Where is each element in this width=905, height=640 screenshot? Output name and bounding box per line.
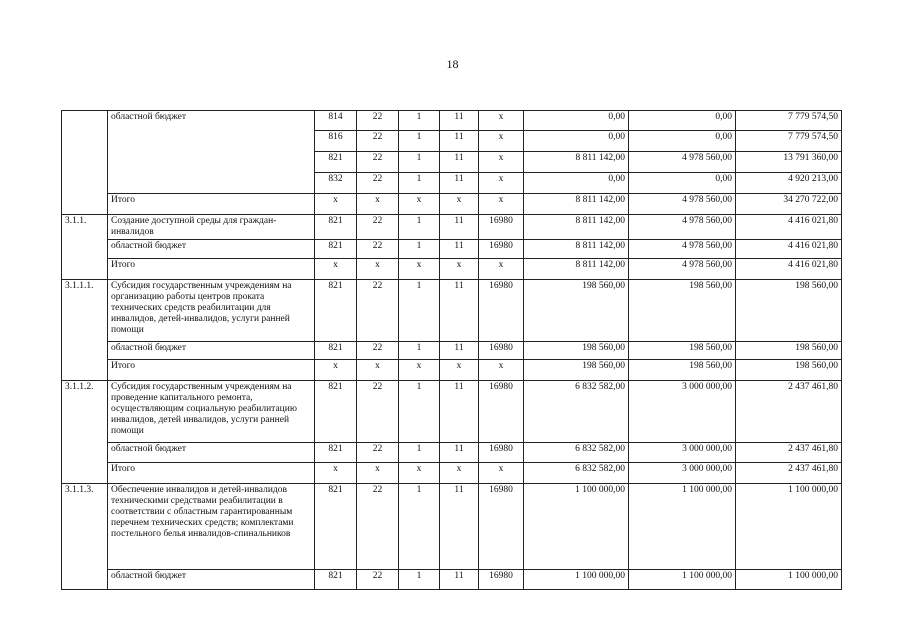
amount-year1-cell: 6 832 582,00 xyxy=(524,443,629,463)
code-section-cell: 22 xyxy=(357,111,399,131)
amount-year2-cell: 1 100 000,00 xyxy=(629,484,736,570)
code-program-cell: 11 xyxy=(440,280,479,342)
code-target-cell: x xyxy=(479,111,524,131)
code-section-cell: 22 xyxy=(357,240,399,259)
row-name-cell: областной бюджет xyxy=(108,240,315,259)
amount-year3-cell: 7 779 574,50 xyxy=(736,111,842,131)
code-target-cell: 16980 xyxy=(479,280,524,342)
row-name-cell: Субсидия государственным учреждениям на проведение капитального ремонта, осуществляющим социальную реабилитацию инвалидов, детей инвалидов, услуги ранней помощи xyxy=(108,381,315,443)
amount-year2-cell: 198 560,00 xyxy=(629,360,736,381)
code-subsection-cell: 1 xyxy=(399,111,440,131)
amount-year3-cell: 4 920 213,00 xyxy=(736,173,842,194)
code-target-cell: x xyxy=(479,173,524,194)
code-section-cell: 22 xyxy=(357,484,399,570)
code-program-cell: 11 xyxy=(440,443,479,463)
code-subsection-cell: x xyxy=(399,194,440,215)
table-row xyxy=(62,570,842,590)
amount-year1-cell: 0,00 xyxy=(524,131,629,152)
code-section-cell: 22 xyxy=(357,280,399,342)
amount-year3-cell: 1 100 000,00 xyxy=(736,484,842,570)
code-program-cell: x xyxy=(440,259,479,280)
code-program-cell: x xyxy=(440,463,479,484)
row-number-cell: 3.1.1.3. xyxy=(62,484,108,590)
row-name-cell: областной бюджет xyxy=(108,570,315,590)
table-row xyxy=(62,342,842,360)
code-subsection-cell: 1 xyxy=(399,342,440,360)
code-target-cell: x xyxy=(479,463,524,484)
code-grbs-cell: 832 xyxy=(315,173,357,194)
row-name-cell: Обеспечение инвалидов и детей-инвалидов техническими средствами реабилитации в соответствии с областным гарантированным перечнем технических средств; комплектами постельного белья инвалидов-спинальников xyxy=(108,484,315,570)
code-grbs-cell: 814 xyxy=(315,111,357,131)
code-section-cell: 22 xyxy=(357,342,399,360)
code-subsection-cell: 1 xyxy=(399,381,440,443)
amount-year2-cell: 198 560,00 xyxy=(629,280,736,342)
code-target-cell: x xyxy=(479,194,524,215)
amount-year1-cell: 8 811 142,00 xyxy=(524,194,629,215)
code-grbs-cell: x xyxy=(315,194,357,215)
row-name-cell: Итого xyxy=(108,463,315,484)
code-grbs-cell: 821 xyxy=(315,484,357,570)
amount-year1-cell: 8 811 142,00 xyxy=(524,240,629,259)
code-subsection-cell: 1 xyxy=(399,131,440,152)
code-subsection-cell: x xyxy=(399,259,440,280)
code-program-cell: 11 xyxy=(440,173,479,194)
code-section-cell: x xyxy=(357,259,399,280)
code-section-cell: 22 xyxy=(357,131,399,152)
code-subsection-cell: 1 xyxy=(399,484,440,570)
code-program-cell: 11 xyxy=(440,215,479,240)
page-number: 18 xyxy=(446,57,459,71)
amount-year2-cell: 0,00 xyxy=(629,131,736,152)
code-subsection-cell: 1 xyxy=(399,570,440,590)
amount-year1-cell: 0,00 xyxy=(524,111,629,131)
code-grbs-cell: 821 xyxy=(315,381,357,443)
amount-year2-cell: 1 100 000,00 xyxy=(629,570,736,590)
table-row xyxy=(62,111,842,131)
amount-year3-cell: 198 560,00 xyxy=(736,342,842,360)
amount-year1-cell: 1 100 000,00 xyxy=(524,570,629,590)
code-target-cell: 16980 xyxy=(479,443,524,463)
code-grbs-cell: 821 xyxy=(315,342,357,360)
table-row xyxy=(62,259,842,280)
code-section-cell: 22 xyxy=(357,152,399,173)
code-target-cell: 16980 xyxy=(479,240,524,259)
amount-year2-cell: 198 560,00 xyxy=(629,342,736,360)
code-target-cell: 16980 xyxy=(479,342,524,360)
row-number-cell: 3.1.1.2. xyxy=(62,381,108,484)
row-name-cell: областной бюджет xyxy=(108,443,315,463)
code-grbs-cell: x xyxy=(315,463,357,484)
code-section-cell: 22 xyxy=(357,173,399,194)
amount-year3-cell: 2 437 461,80 xyxy=(736,463,842,484)
row-name-cell: Создание доступной среды для граждан-инвалидов xyxy=(108,215,315,240)
code-section-cell: 22 xyxy=(357,215,399,240)
code-target-cell: x xyxy=(479,360,524,381)
code-program-cell: 11 xyxy=(440,381,479,443)
amount-year3-cell: 4 416 021,80 xyxy=(736,240,842,259)
amount-year1-cell: 198 560,00 xyxy=(524,360,629,381)
table-row xyxy=(62,381,842,443)
code-subsection-cell: 1 xyxy=(399,215,440,240)
row-name-cell: областной бюджет xyxy=(108,342,315,360)
code-program-cell: 11 xyxy=(440,342,479,360)
code-program-cell: x xyxy=(440,360,479,381)
amount-year3-cell: 198 560,00 xyxy=(736,280,842,342)
table-row xyxy=(62,280,842,342)
amount-year3-cell: 13 791 360,00 xyxy=(736,152,842,173)
code-program-cell: 11 xyxy=(440,240,479,259)
table-row xyxy=(62,194,842,215)
table-row xyxy=(62,360,842,381)
table-row xyxy=(62,463,842,484)
code-program-cell: 11 xyxy=(440,111,479,131)
code-grbs-cell: 821 xyxy=(315,570,357,590)
row-name-cell: Итого xyxy=(108,259,315,280)
code-section-cell: x xyxy=(357,463,399,484)
code-grbs-cell: 816 xyxy=(315,131,357,152)
code-program-cell: 11 xyxy=(440,131,479,152)
amount-year2-cell: 3 000 000,00 xyxy=(629,443,736,463)
code-grbs-cell: x xyxy=(315,259,357,280)
code-program-cell: x xyxy=(440,194,479,215)
code-grbs-cell: 821 xyxy=(315,152,357,173)
code-section-cell: 22 xyxy=(357,381,399,443)
amount-year1-cell: 198 560,00 xyxy=(524,280,629,342)
code-section-cell: x xyxy=(357,194,399,215)
amount-year1-cell: 6 832 582,00 xyxy=(524,381,629,443)
code-grbs-cell: x xyxy=(315,360,357,381)
code-subsection-cell: 1 xyxy=(399,443,440,463)
row-number-cell xyxy=(62,111,108,215)
code-section-cell: x xyxy=(357,360,399,381)
amount-year1-cell: 6 832 582,00 xyxy=(524,463,629,484)
code-subsection-cell: 1 xyxy=(399,173,440,194)
code-program-cell: 11 xyxy=(440,570,479,590)
code-target-cell: 16980 xyxy=(479,215,524,240)
row-number-cell: 3.1.1. xyxy=(62,215,108,280)
amount-year2-cell: 3 000 000,00 xyxy=(629,381,736,443)
amount-year3-cell: 198 560,00 xyxy=(736,360,842,381)
code-target-cell: x xyxy=(479,152,524,173)
code-section-cell: 22 xyxy=(357,570,399,590)
code-target-cell: 16980 xyxy=(479,484,524,570)
amount-year3-cell: 2 437 461,80 xyxy=(736,381,842,443)
table-row xyxy=(62,215,842,240)
amount-year1-cell: 8 811 142,00 xyxy=(524,215,629,240)
amount-year2-cell: 4 978 560,00 xyxy=(629,194,736,215)
amount-year1-cell: 198 560,00 xyxy=(524,342,629,360)
amount-year1-cell: 0,00 xyxy=(524,173,629,194)
code-grbs-cell: 821 xyxy=(315,443,357,463)
row-name-cell: Субсидия государственным учреждениям на организацию работы центров проката технических средств реабилитации для инвалидов, детей-инвалидов, услуги ранней помощи xyxy=(108,280,315,342)
amount-year3-cell: 1 100 000,00 xyxy=(736,570,842,590)
table-row xyxy=(62,240,842,259)
amount-year3-cell: 7 779 574,50 xyxy=(736,131,842,152)
row-name-cell: Итого xyxy=(108,194,315,215)
amount-year2-cell: 0,00 xyxy=(629,173,736,194)
code-target-cell: x xyxy=(479,259,524,280)
amount-year3-cell: 34 270 722,00 xyxy=(736,194,842,215)
code-target-cell: 16980 xyxy=(479,381,524,443)
code-grbs-cell: 821 xyxy=(315,280,357,342)
code-grbs-cell: 821 xyxy=(315,215,357,240)
amount-year1-cell: 1 100 000,00 xyxy=(524,484,629,570)
amount-year3-cell: 4 416 021,80 xyxy=(736,259,842,280)
row-number-cell: 3.1.1.1. xyxy=(62,280,108,381)
row-name-cell: областной бюджет xyxy=(108,111,315,194)
amount-year1-cell: 8 811 142,00 xyxy=(524,259,629,280)
amount-year2-cell: 4 978 560,00 xyxy=(629,215,736,240)
amount-year3-cell: 4 416 021,80 xyxy=(736,215,842,240)
code-program-cell: 11 xyxy=(440,152,479,173)
code-section-cell: 22 xyxy=(357,443,399,463)
amount-year3-cell: 2 437 461,80 xyxy=(736,443,842,463)
amount-year2-cell: 4 978 560,00 xyxy=(629,152,736,173)
table-row xyxy=(62,484,842,570)
amount-year2-cell: 4 978 560,00 xyxy=(629,259,736,280)
amount-year2-cell: 4 978 560,00 xyxy=(629,240,736,259)
code-grbs-cell: 821 xyxy=(315,240,357,259)
code-program-cell: 11 xyxy=(440,484,479,570)
amount-year2-cell: 3 000 000,00 xyxy=(629,463,736,484)
code-subsection-cell: 1 xyxy=(399,240,440,259)
code-subsection-cell: 1 xyxy=(399,152,440,173)
table-row xyxy=(62,443,842,463)
code-target-cell: x xyxy=(479,131,524,152)
amount-year1-cell: 8 811 142,00 xyxy=(524,152,629,173)
code-target-cell: 16980 xyxy=(479,570,524,590)
row-name-cell: Итого xyxy=(108,360,315,381)
amount-year2-cell: 0,00 xyxy=(629,111,736,131)
code-subsection-cell: x xyxy=(399,463,440,484)
budget-table xyxy=(61,110,842,590)
code-subsection-cell: x xyxy=(399,360,440,381)
code-subsection-cell: 1 xyxy=(399,280,440,342)
